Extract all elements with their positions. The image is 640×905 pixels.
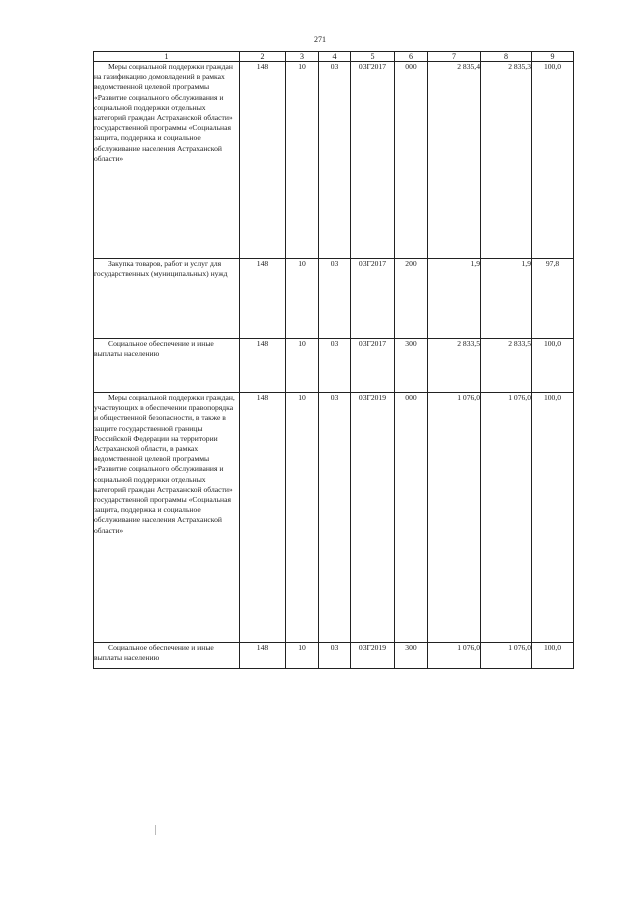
- header-cell: 9: [532, 52, 574, 62]
- cell-planned: 2 833,5: [428, 339, 481, 393]
- cell-target-article: 03Г2019: [351, 393, 395, 643]
- header-row: [94, 52, 574, 62]
- table-row: [94, 259, 574, 339]
- cell-expense-type: 300: [395, 339, 428, 393]
- cell-section: 10: [286, 643, 319, 669]
- table-row: [94, 643, 574, 669]
- cell-subsection: 03: [319, 393, 351, 643]
- cell-ministry-code: 148: [240, 393, 286, 643]
- cell-planned: 1 076,0: [428, 393, 481, 643]
- cell-target-article: 03Г2019: [351, 643, 395, 669]
- cell-ministry-code: 148: [240, 62, 286, 259]
- cell-subsection: 03: [319, 339, 351, 393]
- cell-section: 10: [286, 339, 319, 393]
- cell-executed: 1,9: [481, 259, 532, 339]
- cell-executed: 2 833,5: [481, 339, 532, 393]
- cell-expense-type: 000: [395, 62, 428, 259]
- cell-percent: 100,0: [532, 393, 574, 643]
- cell-percent: 100,0: [532, 62, 574, 259]
- header-cell: 2: [240, 52, 286, 62]
- header-cell: 4: [319, 52, 351, 62]
- cell-percent: 100,0: [532, 339, 574, 393]
- cell-subsection: 03: [319, 259, 351, 339]
- cell-ministry-code: 148: [240, 339, 286, 393]
- cell-section: 10: [286, 259, 319, 339]
- cell-subsection: 03: [319, 643, 351, 669]
- cell-executed: 1 076,0: [481, 393, 532, 643]
- header-cell: 3: [286, 52, 319, 62]
- cell-percent: 100,0: [532, 643, 574, 669]
- cell-planned: 1 076,0: [428, 643, 481, 669]
- cell-planned: 2 835,4: [428, 62, 481, 259]
- cell-target-article: 03Г2017: [351, 339, 395, 393]
- cell-planned: 1,9: [428, 259, 481, 339]
- table-row: [94, 339, 574, 393]
- page-number: 271: [314, 35, 326, 44]
- cell-target-article: 03Г2017: [351, 259, 395, 339]
- cell-target-article: 03Г2017: [351, 62, 395, 259]
- cell-percent: 97,8: [532, 259, 574, 339]
- cell-expense-type: 200: [395, 259, 428, 339]
- cell-executed: 1 076,0: [481, 643, 532, 669]
- row-description: Социальное обеспечение и иные выплаты населению: [94, 643, 240, 669]
- table-row: [94, 393, 574, 643]
- row-description: Меры социальной поддержки граждан на газификацию домовладений в рамках ведомственной целевой программы «Развитие социального обслуживания и социальной поддержки отдельных категорий граждан Астраханской области» государственной программы «Социальная защита, поддержка и социальное обслуживание населения Астраханской области»: [94, 62, 240, 259]
- cell-executed: 2 835,3: [481, 62, 532, 259]
- cell-section: 10: [286, 393, 319, 643]
- cell-section: 10: [286, 62, 319, 259]
- row-description: Меры социальной поддержки граждан, участвующих в обеспечении правопорядка и общественной безопасности, в также в защите государственной границы Российской Федерации на территории Астраханской области, в рамках ведомственной целевой программы «Развитие социального обслуживания и социальной поддержки отдельных категорий граждан Астраханской области» государственной программы «Социальная защита, поддержка и социальное обслуживание населения Астраханской области»: [94, 393, 240, 643]
- cell-ministry-code: 148: [240, 643, 286, 669]
- header-cell: 6: [395, 52, 428, 62]
- cell-subsection: 03: [319, 62, 351, 259]
- cell-expense-type: 000: [395, 393, 428, 643]
- row-description: Закупка товаров, работ и услуг для государственных (муниципальных) нужд: [94, 259, 240, 339]
- row-description: Социальное обеспечение и иные выплаты населению: [94, 339, 240, 393]
- cell-ministry-code: 148: [240, 259, 286, 339]
- header-cell: 1: [94, 52, 240, 62]
- header-cell: 8: [481, 52, 532, 62]
- scan-mark: [155, 825, 156, 835]
- header-cell: 7: [428, 52, 481, 62]
- cell-expense-type: 300: [395, 643, 428, 669]
- budget-table: [93, 51, 574, 669]
- header-cell: 5: [351, 52, 395, 62]
- table-row: [94, 62, 574, 259]
